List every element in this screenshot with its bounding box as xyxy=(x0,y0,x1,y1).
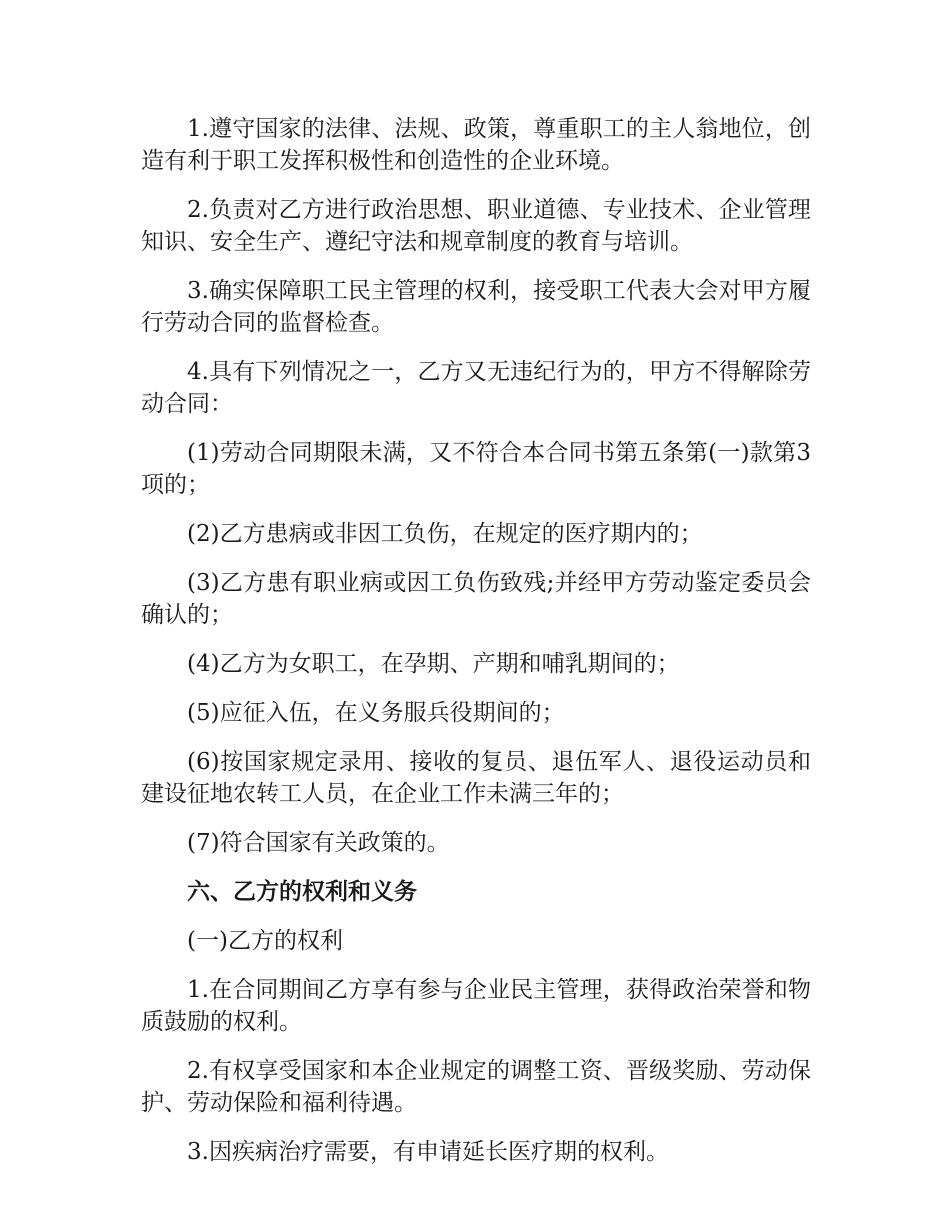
obligation-paragraph-4: 4.具有下列情况之一，乙方又无违纪行为的，甲方不得解除劳动合同： xyxy=(141,359,811,417)
condition-item-1: (1)劳动合同期限未满，又不符合本合同书第五条第(一)款第3项的； xyxy=(141,440,811,498)
obligation-paragraph-2: 2.负责对乙方进行政治思想、职业道德、专业技术、企业管理知识、安全生产、遵纪守法和规章制度的教育与培训。 xyxy=(141,197,811,255)
rights-paragraph-2: 2.有权享受国家和本企业规定的调整工资、晋级奖励、劳动保护、劳动保险和福利待遇。 xyxy=(141,1058,811,1116)
condition-item-4: (4)乙方为女职工，在孕期、产期和哺乳期间的； xyxy=(187,651,680,677)
condition-item-2: (2)乙方患病或非因工负伤，在规定的医疗期内的； xyxy=(187,521,703,547)
condition-item-6: (6)按国家规定录用、接收的复员、退伍军人、退役运动员和建设征地农转工人员，在企业工作未满三年的； xyxy=(141,749,811,807)
obligation-paragraph-3: 3.确实保障职工民主管理的权利，接受职工代表大会对甲方履行劳动合同的监督检查。 xyxy=(141,278,811,336)
condition-item-3: (3)乙方患有职业病或因工负伤致残;并经甲方劳动鉴定委员会确认的； xyxy=(141,570,811,628)
rights-paragraph-3: 3.因疾病治疗需要，有申请延长医疗期的权利。 xyxy=(187,1139,669,1165)
section-heading: 六、乙方的权利和义务 xyxy=(187,878,417,905)
rights-paragraph-1: 1.在合同期间乙方享有参与企业民主管理，获得政治荣誉和物质鼓励的权利。 xyxy=(141,977,811,1035)
subsection-heading: (一)乙方的权利 xyxy=(187,928,343,954)
condition-item-7: (7)符合国家有关政策的。 xyxy=(187,830,450,856)
obligation-paragraph-1: 1.遵守国家的法律、法规、政策，尊重职工的主人翁地位，创造有利于职工发挥积极性和创造性的企业环境。 xyxy=(141,116,811,174)
condition-item-5: (5)应征入伍，在义务服兵役期间的； xyxy=(187,700,565,726)
document-body xyxy=(141,113,811,1185)
